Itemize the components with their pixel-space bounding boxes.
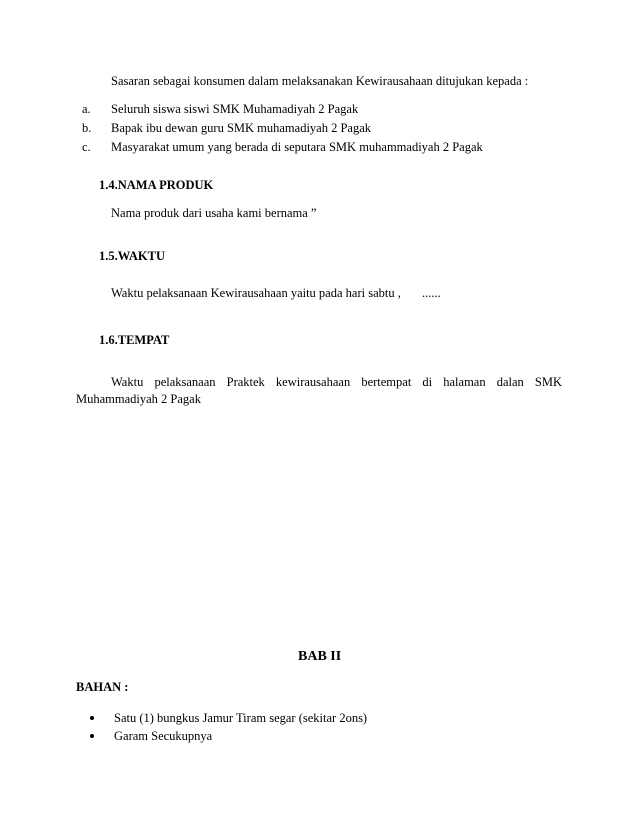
tempat-paragraph-line-2: Muhammadiyah 2 Pagak — [76, 392, 201, 406]
bullet-icon — [90, 734, 94, 738]
word: kewirausahaan — [275, 375, 351, 389]
section-heading-waktu: 1.5.WAKTU — [99, 249, 165, 263]
waktu-dots: ...... — [422, 286, 441, 300]
list-marker: a. — [82, 102, 91, 116]
list-item — [82, 140, 483, 155]
word: bertempat — [361, 375, 412, 389]
word: di — [422, 375, 433, 389]
list-item — [90, 729, 212, 744]
section-heading-tempat: 1.6.TEMPAT — [99, 333, 170, 347]
waktu-text: Waktu pelaksanaan Kewirausahaan yaitu pada hari sabtu , — [111, 286, 401, 300]
tempat-paragraph-line-1 — [111, 375, 562, 390]
list-marker: c. — [82, 140, 91, 154]
word: dalan — [496, 375, 524, 389]
word: halaman — [443, 375, 486, 389]
list-item-text: Masyarakat umum yang berada di seputara SMK muhammadiyah 2 Pagak — [111, 140, 483, 154]
section-heading-nama-produk: 1.4.NAMA PRODUK — [99, 178, 214, 192]
list-item — [82, 121, 371, 136]
nama-produk-text: Nama produk dari usaha kami bernama ” — [111, 206, 317, 220]
bahan-heading: BAHAN : — [76, 680, 129, 694]
bullet-icon — [90, 716, 94, 720]
word: Waktu — [111, 375, 144, 389]
list-marker: b. — [82, 121, 92, 135]
list-item-text: Satu (1) bungkus Jamur Tiram segar (sekitar 2ons) — [114, 711, 368, 725]
word: Praktek — [226, 375, 265, 389]
word: pelaksanaan — [154, 375, 216, 389]
list-item — [82, 102, 358, 117]
list-item-text: Seluruh siswa siswi SMK Muhamadiyah 2 Pagak — [111, 102, 359, 116]
list-item-text: Garam Secukupnya — [114, 729, 213, 743]
list-item — [90, 711, 367, 726]
word: SMK — [534, 375, 562, 389]
intro-paragraph: Sasaran sebagai konsumen dalam melaksanakan Kewirausahaan ditujukan kepada : — [111, 74, 529, 88]
chapter-title: BAB II — [298, 649, 342, 664]
list-item-text: Bapak ibu dewan guru SMK muhamadiyah 2 Pagak — [111, 121, 372, 135]
